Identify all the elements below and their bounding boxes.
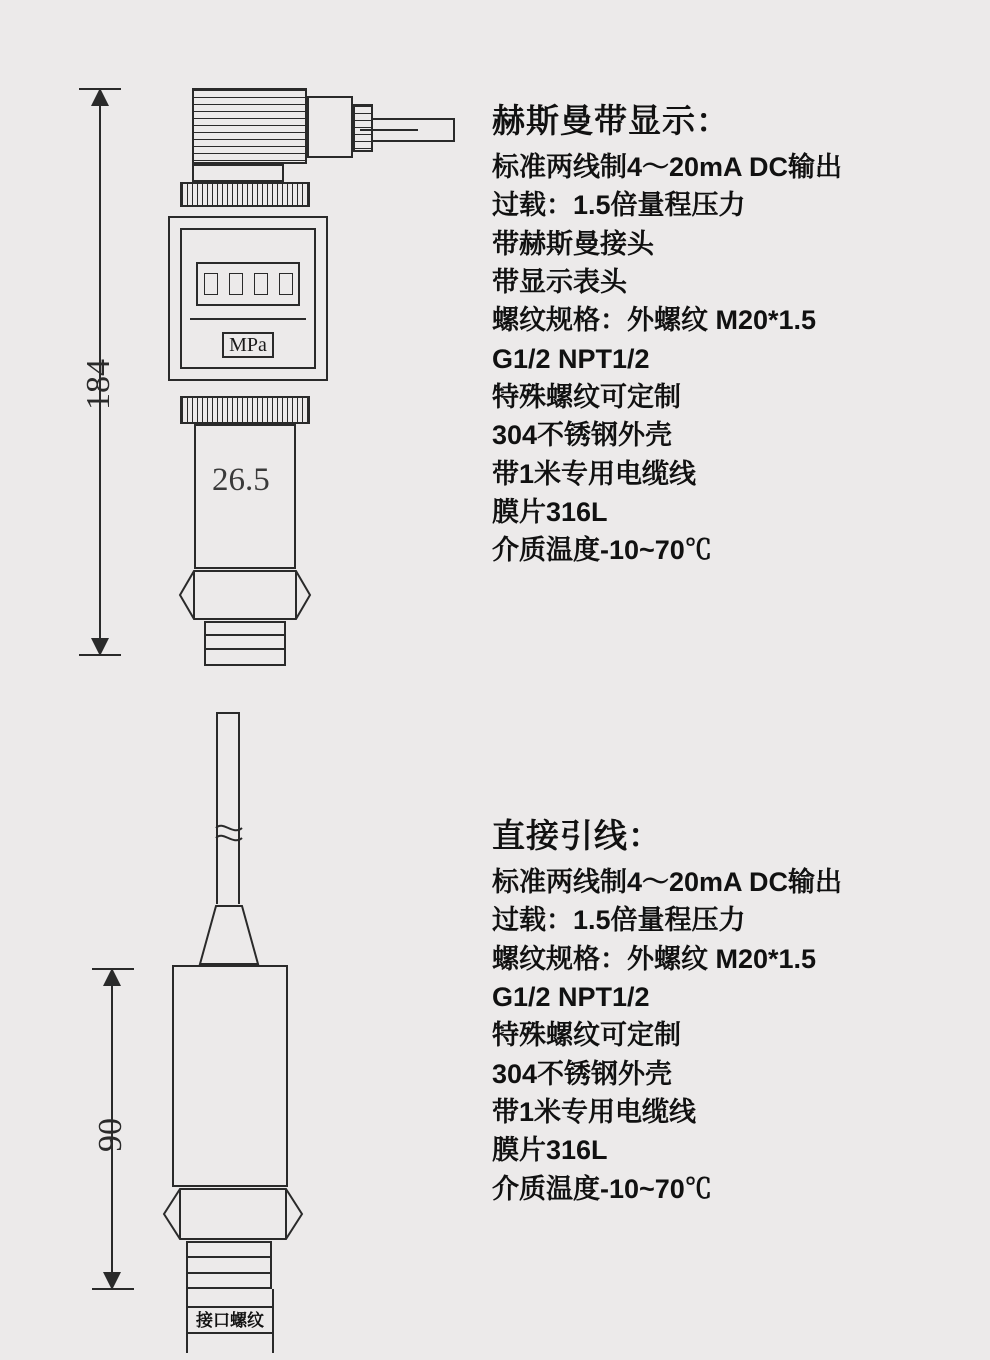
lcd-digit bbox=[254, 273, 268, 295]
callout-label-thread: 接口螺纹 bbox=[186, 1306, 274, 1334]
spec-line: 带赫斯曼接头 bbox=[492, 228, 654, 259]
spec-line: 304不锈钢外壳 bbox=[492, 1058, 673, 1089]
hirschmann-connector-plug bbox=[307, 96, 353, 158]
lcd-digit bbox=[204, 273, 218, 295]
spec-line: 带1米专用电缆线 bbox=[492, 458, 697, 489]
product-drawing-direct-cable bbox=[0, 690, 470, 1360]
dimension-extension-bottom-90 bbox=[92, 1288, 134, 1290]
spec-line: 304不锈钢外壳 bbox=[492, 420, 673, 451]
cable-line-upper bbox=[373, 118, 455, 120]
spec-line: 特殊螺纹可定制 bbox=[492, 1020, 681, 1051]
spec-line: G1/2 NPT1/2 bbox=[492, 981, 650, 1012]
unit-label-mpa: MPa bbox=[222, 332, 274, 358]
dimension-value-90: 90 bbox=[92, 1118, 129, 1152]
thread-tick-2 bbox=[204, 648, 286, 650]
lcd-digit bbox=[279, 273, 293, 295]
hirschmann-plug-ribs bbox=[353, 104, 373, 152]
dimension-value-184: 184 bbox=[80, 359, 117, 410]
sensor-body-barrel bbox=[172, 965, 288, 1187]
process-thread-connection bbox=[186, 1241, 272, 1289]
cable-top-end bbox=[216, 712, 240, 714]
spec-line: 介质温度-10~70℃ bbox=[492, 1173, 712, 1204]
dimension-extension-bottom-184 bbox=[79, 654, 121, 656]
dimension-value-diameter: 26.5 bbox=[212, 462, 270, 498]
lcd-digit bbox=[229, 273, 243, 295]
spec-line: 膜片316L bbox=[492, 496, 608, 527]
cable-line-lower bbox=[373, 140, 455, 142]
spec-line: 螺纹规格：外螺纹 M20*1.5 bbox=[492, 943, 817, 974]
dimension-extension-top-90 bbox=[92, 968, 134, 970]
spec-line: 过载：1.5倍量程压力 bbox=[492, 190, 746, 221]
spec-line: G1/2 NPT1/2 bbox=[492, 343, 650, 374]
dimension-extension-top-184 bbox=[79, 88, 121, 90]
spec-line: 介质温度-10~70℃ bbox=[492, 535, 712, 566]
spec-line: 标准两线制4～20mA DC输出 bbox=[492, 867, 843, 897]
connector-neck bbox=[192, 164, 284, 182]
dimension-arrow-top-184 bbox=[91, 88, 109, 106]
spec-block-direct-cable bbox=[492, 810, 990, 1208]
cable-end bbox=[453, 118, 455, 140]
hex-nut bbox=[178, 569, 312, 621]
cable-side-right bbox=[238, 712, 240, 904]
cable-side-left bbox=[216, 712, 218, 904]
spec-line: 特殊螺纹可定制 bbox=[492, 381, 681, 412]
hirschmann-connector-body bbox=[192, 88, 307, 164]
thread-tick-1 bbox=[204, 634, 286, 636]
spec-line: 过载：1.5倍量程压力 bbox=[492, 905, 746, 936]
spec-line: 带1米专用电缆线 bbox=[492, 1096, 697, 1127]
product-drawing-hirschmann bbox=[0, 0, 470, 690]
cable-strain-relief-cone bbox=[186, 904, 272, 966]
knurled-ring-lower bbox=[180, 396, 310, 424]
spec-line: 膜片316L bbox=[492, 1135, 608, 1166]
knurled-ring-upper bbox=[180, 182, 310, 207]
hex-nut bbox=[162, 1187, 304, 1241]
spec-line: 螺纹规格：外螺纹 M20*1.5 bbox=[492, 305, 817, 336]
spec-block-hirschmann bbox=[492, 95, 990, 570]
process-thread-connection bbox=[204, 621, 286, 666]
spec-line: 标准两线制4～20mA DC输出 bbox=[492, 152, 843, 182]
lcd-underline bbox=[190, 318, 306, 320]
thread-tick-1 bbox=[186, 1256, 272, 1258]
spec-line: 带显示表头 bbox=[492, 266, 627, 297]
lcd-display bbox=[196, 262, 300, 306]
cable-break-symbol bbox=[214, 818, 244, 848]
spec-title: 直接引线： bbox=[492, 817, 662, 854]
cable-strain-relief bbox=[360, 129, 418, 131]
thread-tick-2 bbox=[186, 1272, 272, 1274]
spec-title: 赫斯曼带显示： bbox=[492, 102, 730, 139]
dimension-arrow-top-90 bbox=[103, 968, 121, 986]
